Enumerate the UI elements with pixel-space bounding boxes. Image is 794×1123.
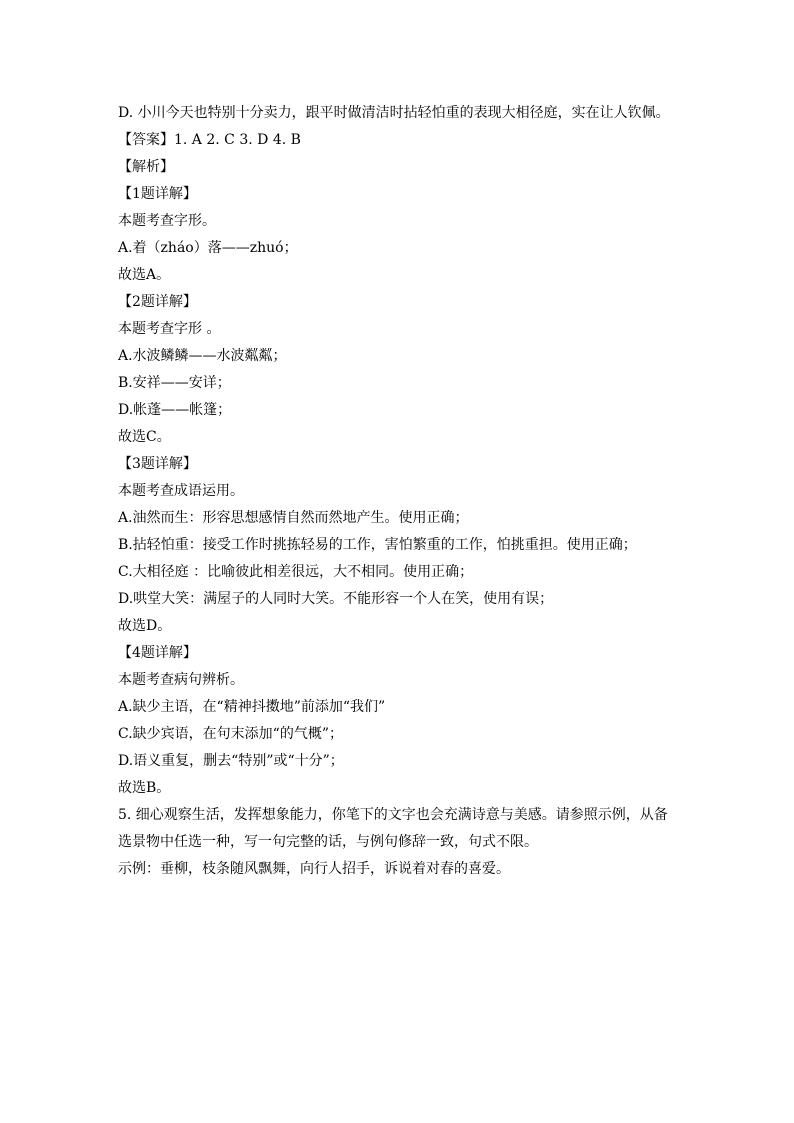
q2-item-d: D.帐蓬——帐篷；: [118, 402, 232, 418]
q2-item-a: A.水波鳞鳞——水波粼粼；: [118, 348, 287, 364]
q4-topic: 本题考查病句辨析。: [118, 672, 244, 688]
question-option-d: D. 小川今天也特别十分卖力，跟平时做清洁时拈轻怕重的表现大相径庭，实在让人钦佩。: [118, 105, 670, 121]
q2-item-b: B.安祥——安详；: [118, 375, 231, 391]
q3-item-b: B.拈轻怕重：接受工作时挑拣轻易的工作，害怕繁重的工作，怕挑重担。使用正确；: [118, 537, 637, 553]
q1-heading: 【1题详解】: [118, 186, 197, 202]
q3-item-c: C.大相径庭 ：比喻彼此相差很远，大不相同。使用正确；: [118, 564, 474, 580]
q5-prompt-line-1: 5. 细心观察生活，发挥想象能力，你笔下的文字也会充满诗意与美感。请参照示例，从备: [118, 807, 668, 823]
q4-conclusion: 故选B。: [118, 780, 171, 796]
analysis-heading: 【解析】: [118, 159, 174, 175]
q5-example: 示例：垂柳，枝条随风飘舞，向行人招手，诉说着对春的喜爱。: [118, 861, 510, 877]
q2-heading: 【2题详解】: [118, 294, 197, 310]
q4-item-d: D.语义重复，删去“特别”或“十分”；: [118, 753, 344, 769]
q1-conclusion: 故选A。: [118, 267, 171, 283]
q4-item-a: A.缺少主语，在“精神抖擞地”前添加“我们”: [118, 699, 386, 715]
q3-item-d: D.哄堂大笑：满屋子的人同时大笑。不能形容一个人在笑，使用有误；: [118, 591, 554, 607]
q3-conclusion: 故选D。: [118, 618, 172, 634]
q5-prompt-line-2: 选景物中任选一种，写一句完整的话，与例句修辞一致，句式不限。: [118, 834, 538, 850]
q2-conclusion: 故选C。: [118, 429, 171, 445]
q3-item-a: A.油然而生：形容思想感情自然而然地产生。使用正确；: [118, 510, 469, 526]
q3-heading: 【3题详解】: [118, 456, 197, 472]
answer-line: 【答案】1. A 2. C 3. D 4. B: [118, 132, 301, 148]
q3-topic: 本题考查成语运用。: [118, 483, 244, 499]
q4-heading: 【4题详解】: [118, 645, 197, 661]
q2-topic: 本题考查字形 。: [118, 321, 221, 337]
q1-topic: 本题考查字形。: [118, 213, 216, 229]
q1-item-a: A.着（zháo）落——zhuó；: [118, 240, 298, 256]
q4-item-c: C.缺少宾语，在句末添加“的气概”；: [118, 726, 343, 742]
document-page: [118, 100, 678, 883]
